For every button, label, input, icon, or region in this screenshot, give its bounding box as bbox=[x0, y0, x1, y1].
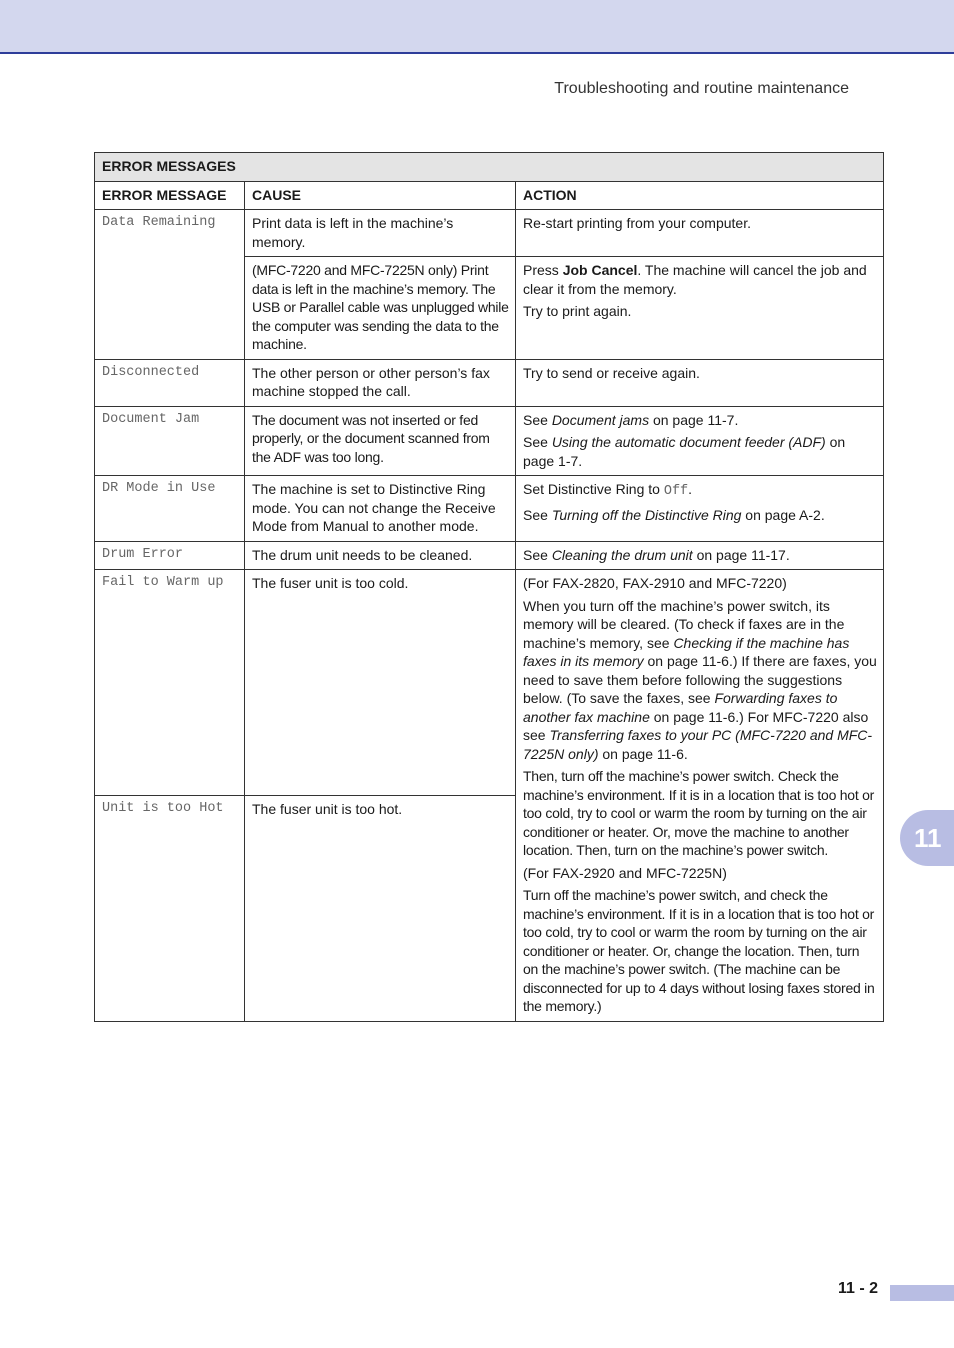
footer-band bbox=[890, 1285, 954, 1301]
action-paragraph: Try to print again. bbox=[523, 303, 632, 319]
action-paragraph bbox=[523, 597, 877, 764]
error-message-document-jam: Document Jam bbox=[95, 406, 245, 476]
action-text: See bbox=[523, 434, 552, 450]
cross-reference: Cleaning the drum unit bbox=[551, 546, 693, 563]
action-cell bbox=[516, 476, 884, 542]
action-paragraph: (For FAX-2920 and MFC-7225N) bbox=[523, 864, 727, 881]
header-band bbox=[0, 0, 954, 54]
action-text: . The machine will cancel the job and clear it from the memory. bbox=[523, 262, 867, 297]
cause-cell: Print data is left in the machine’s memory. bbox=[245, 210, 516, 257]
action-cell bbox=[516, 257, 884, 360]
action-text: When you turn off the machine’s power switch, its memory will be cleared. (To check if faxes are in the machine’s memory, see bbox=[523, 597, 845, 651]
cross-reference: Transferring faxes to your PC (MFC-7220 and MFC-7225N only) bbox=[523, 727, 873, 762]
cross-reference: Using the automatic document feeder (ADF) bbox=[551, 434, 826, 450]
action-text: on page 1-7. bbox=[523, 434, 846, 469]
column-header-error-message: ERROR MESSAGE bbox=[95, 181, 245, 210]
action-text: Set Distinctive Ring to bbox=[523, 481, 664, 497]
action-cell bbox=[516, 570, 884, 1022]
cross-reference: Turning off the Distinctive Ring bbox=[551, 506, 742, 523]
action-text: on page 11-17. bbox=[692, 546, 790, 563]
action-text: on page 11-6. bbox=[598, 745, 688, 762]
cause-cell: (MFC-7220 and MFC-7225N only) Print data is left in the machine’s memory. The USB or Parallel cable was unplugged while the computer was sending the data to the machine. bbox=[245, 257, 516, 360]
cross-reference: Checking if the machine has faxes in its memory bbox=[523, 634, 850, 669]
cause-cell: The drum unit needs to be cleaned. bbox=[245, 541, 516, 570]
error-message-dr-mode-in-use: DR Mode in Use bbox=[95, 476, 245, 542]
cause-cell: The machine is set to Distinctive Ring mode. You can not change the Receive Mode from Manual to another mode. bbox=[245, 476, 516, 542]
action-paragraph: Then, turn off the machine’s power switch. Check the machine’s environment. If it is in a location that is too hot or too cold, try to cool or warm the room by turning on the air conditioner or heater. Or, move the machine to another location. Then, turn on the machine’s power switch. bbox=[523, 768, 875, 858]
error-message-unit-is-too-hot: Unit is too Hot bbox=[95, 795, 245, 1021]
action-text: on page 11-7. bbox=[649, 411, 739, 428]
table-row bbox=[95, 406, 884, 476]
action-text: on page 11-6.) For MFC-7220 also see bbox=[523, 708, 869, 743]
table-row bbox=[95, 359, 884, 406]
column-header-cause: CAUSE bbox=[245, 181, 516, 210]
action-text: on page 11-6.) If there are faxes, you need to save them before following the suggestions below. (To save the faxes, see bbox=[523, 653, 877, 706]
action-paragraph bbox=[523, 506, 877, 525]
action-paragraph: Turn off the machine’s power switch, and check the machine’s environment. If it is in a location that is too hot or too cold, try to cool or warm the room by turning on the air conditioner or heater. Or, change the location. Then, turn on the machine’s power switch. (The machine can be disconnected for up to 4 days without losing faxes stored in the memory.) bbox=[523, 887, 875, 1014]
action-cell: Try to send or receive again. bbox=[516, 359, 884, 406]
action-paragraph bbox=[523, 480, 877, 502]
action-text: on page A-2. bbox=[741, 506, 825, 523]
error-message-disconnected: Disconnected bbox=[95, 359, 245, 406]
error-message-data-remaining: Data Remaining bbox=[95, 210, 245, 360]
error-message-fail-to-warm-up: Fail to Warm up bbox=[95, 570, 245, 796]
table-row bbox=[95, 541, 884, 570]
action-text: See bbox=[523, 411, 552, 428]
action-text: See bbox=[523, 506, 552, 523]
table-title: ERROR MESSAGES bbox=[95, 153, 884, 182]
action-cell: Re-start printing from your computer. bbox=[516, 210, 884, 257]
action-cell bbox=[516, 406, 884, 476]
page-number: 11 - 2 bbox=[838, 1280, 879, 1297]
action-text: Press bbox=[523, 262, 563, 278]
action-text: . bbox=[688, 481, 693, 497]
cross-reference: Document jams bbox=[551, 411, 650, 428]
job-cancel-key-label: Job Cancel bbox=[562, 262, 638, 278]
action-text: See bbox=[523, 546, 552, 563]
table-row bbox=[95, 210, 884, 257]
table-title-row bbox=[95, 153, 884, 182]
table-row bbox=[95, 570, 884, 796]
error-messages-table bbox=[94, 152, 884, 1022]
action-paragraph bbox=[523, 411, 877, 430]
cause-cell: The other person or other person’s fax machine stopped the call. bbox=[245, 359, 516, 406]
chapter-tab: 11 bbox=[900, 810, 954, 866]
column-header-action: ACTION bbox=[516, 181, 884, 210]
error-message-drum-error: Drum Error bbox=[95, 541, 245, 570]
cause-cell: The fuser unit is too cold. bbox=[245, 570, 516, 796]
cause-cell: The fuser unit is too hot. bbox=[245, 795, 516, 1021]
lcd-setting-off: Off bbox=[663, 484, 689, 499]
action-cell bbox=[516, 541, 884, 570]
action-paragraph: (For FAX-2820, FAX-2910 and MFC-7220) bbox=[523, 575, 787, 591]
cause-cell: The document was not inserted or fed properly, or the document scanned from the ADF was too long. bbox=[245, 406, 516, 476]
running-title: Troubleshooting and routine maintenance bbox=[554, 80, 849, 97]
action-paragraph bbox=[523, 433, 877, 470]
cross-reference: Forwarding faxes to another fax machine bbox=[523, 690, 838, 725]
column-header-row bbox=[95, 181, 884, 210]
table-row bbox=[95, 476, 884, 542]
action-paragraph bbox=[523, 261, 877, 298]
